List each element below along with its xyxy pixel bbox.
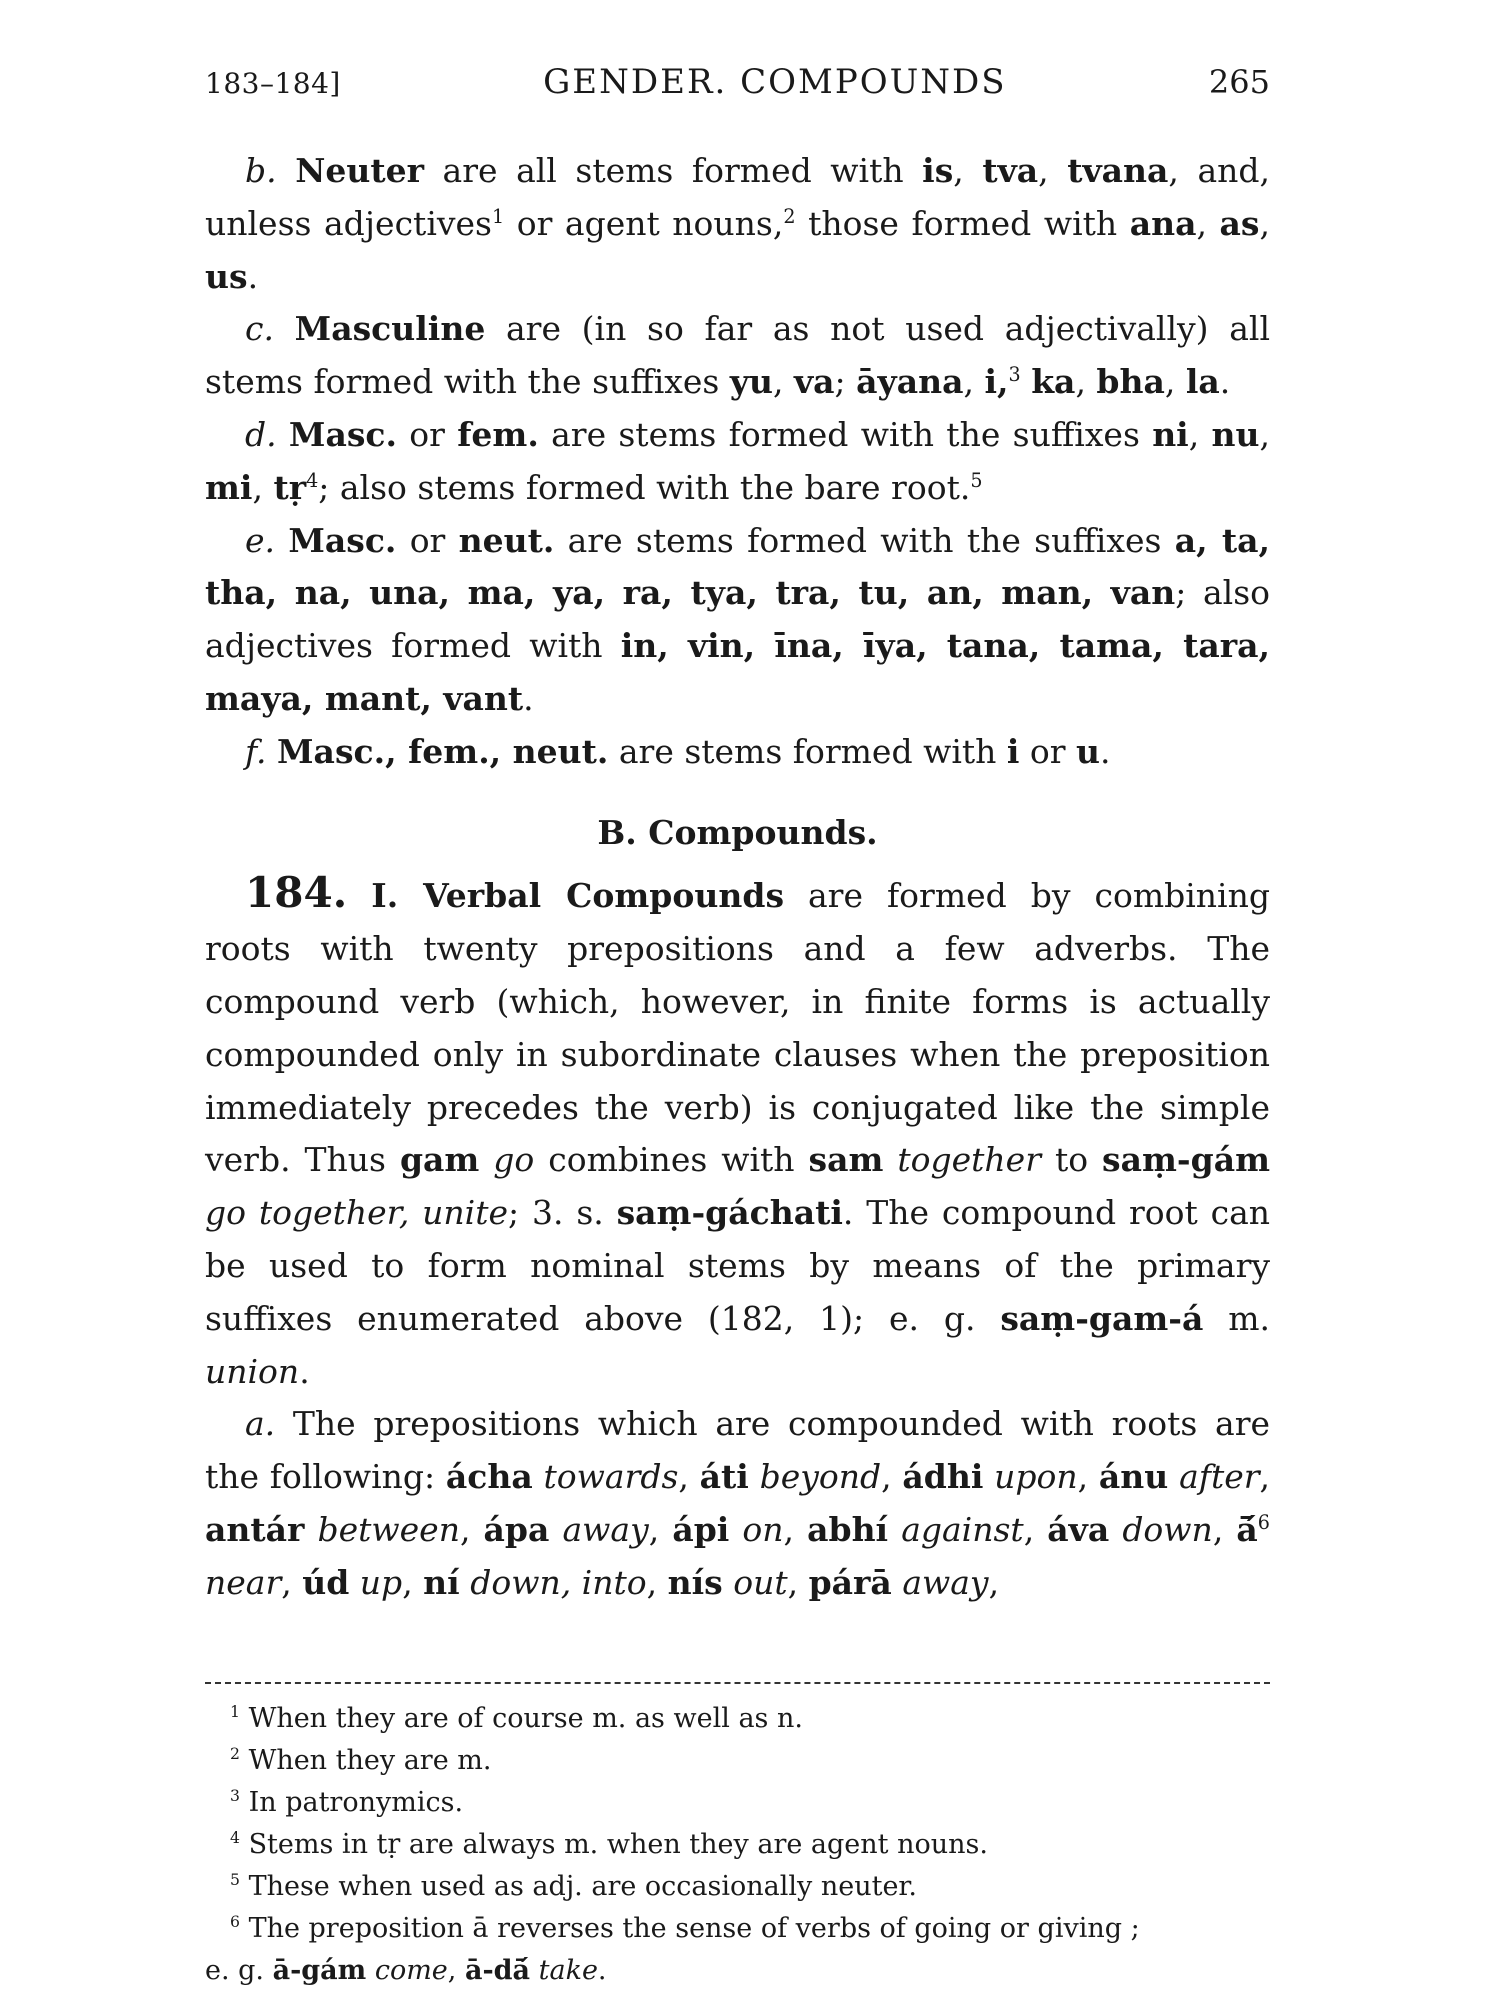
section-heading: B. Compounds.	[597, 812, 878, 852]
main-text	[205, 145, 1270, 1610]
page-title: GENDER. COMPOUNDS	[543, 62, 1007, 102]
footnote-ref: 4	[306, 468, 319, 492]
footnote-3: $^3$ In patronymics.	[230, 1786, 464, 1818]
paragraph-e: e. Masc. or neut. are stems formed with the suffixes a, ta, tha, na, una, ma, ya, ra, tya, tra, tu, an, man, van; also adjectives formed with in, vin, īna, īya, tana, tama, tara, maya, mant, vant.	[205, 520, 1271, 718]
running-header	[205, 62, 1270, 112]
footnote-1: $^1$ When they are of course m. as well as n.	[230, 1702, 803, 1734]
paragraph-letter: c.	[245, 309, 274, 349]
footnote-ref: 5	[970, 468, 983, 492]
paragraph-184: 184. I. Verbal Compounds are formed by combining roots with twenty prepositions and a few adverbs. The compound verb (which, however, in finite forms is actually compounded only in subordinate clauses when the preposition immediately precedes the verb) is conjugated like the simple verb. Thus gam go combines with sam together to saṃ-gám go together, unite; 3. s. saṃ-gáchati. The compound root can be used to form nominal stems by means of the primary suffixes enumerated above (182, 1); e. g. saṃ-gam-á m. union.	[205, 868, 1270, 1391]
paragraph-letter: a.	[245, 1404, 276, 1444]
paragraph-letter: e.	[245, 520, 276, 560]
paragraph-f: f. Masc., fem., neut. are stems formed with i or u.	[245, 731, 1111, 771]
footnote-ref: 2	[783, 204, 796, 228]
footnote-ref: 6	[1257, 1510, 1270, 1534]
footnote-6-continued: e. g. ā-gám come, ā-dā́ take.	[205, 1955, 607, 1986]
footnote-ref: 1	[491, 204, 505, 228]
paragraph-c: c. Masculine are (in so far as not used adjectivally) all stems formed with the suffixes yu, va; āyana, i,$^3$ ka, bha, la.	[205, 309, 1270, 402]
page-number: 265	[1208, 63, 1270, 101]
paragraph-letter: b.	[245, 151, 277, 190]
footnote-5: $^5$ These when used as adj. are occasionally neuter.	[230, 1870, 917, 1902]
paragraph-number: 184.	[245, 868, 348, 918]
footnote-ref: 3	[1008, 363, 1021, 387]
footnote-2: $^2$ When they are m.	[230, 1744, 492, 1776]
footnote-4: $^4$ Stems in tṛ are always m. when they are agent nouns.	[230, 1828, 988, 1860]
paragraph-letter: d.	[245, 414, 277, 454]
footnote-divider	[205, 1682, 1270, 1684]
footnotes	[205, 1698, 1270, 1992]
paragraph-184a: a. The prepositions which are compounded with roots are the following: ácha towards, áti beyond, ádhi upon, ánu after, antár between, ápa away, ápi on, abhí against, áva down, ā́$^6$ near, úd up, ní down, into, nís out, párā away,	[205, 1404, 1271, 1602]
paragraph-d: d. Masc. or fem. are stems formed with the suffixes ni, nu, mi, tṛ$^4$; also stems formed with the bare root.$^5$	[205, 414, 1270, 507]
paragraph-letter: f.	[245, 731, 267, 771]
paragraph-b: b. Neuter are all stems formed with is, tva, tvana, and, unless adjectives$^1$ or agent nouns,$^2$ those formed with ana, as, us.	[205, 151, 1270, 296]
footnote-6: $^6$ The preposition ā reverses the sense of verbs of going or giving ;	[230, 1912, 1140, 1944]
section-range: 183–184]	[205, 67, 341, 100]
